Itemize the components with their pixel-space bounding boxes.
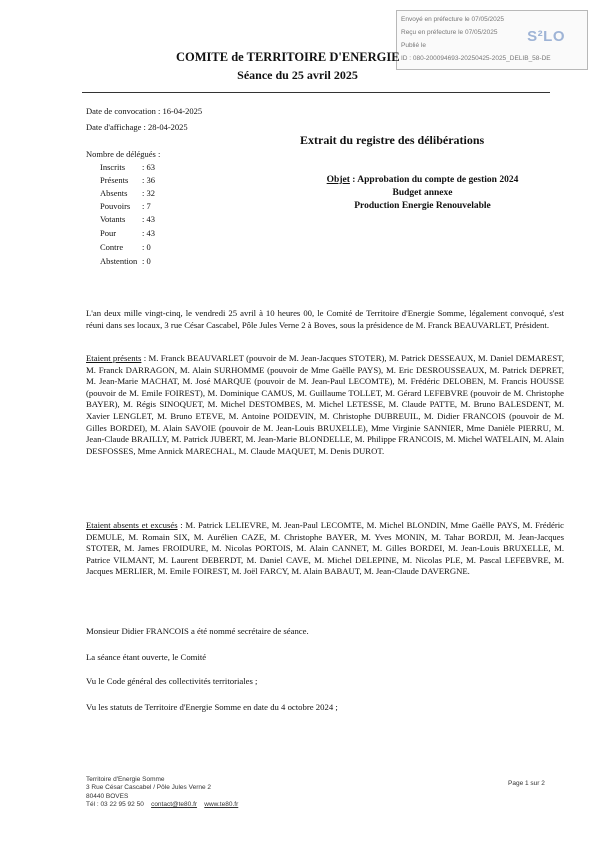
delegues-row [100,175,210,185]
footer-contact [86,801,238,809]
objet-text: : Approbation du compte de gestion 2024 [349,175,519,185]
objet-production: Production Energie Renouvelable [354,201,491,211]
secretaire-line: Monsieur Didier FRANCOIS a été nommé secrétaire de séance. [86,626,309,636]
footer-address [86,776,238,809]
delegues-label: Abstention [100,256,138,266]
extrait-heading: Extrait du registre des délibérations [300,133,485,147]
delegues-label: Pouvoirs [100,201,131,211]
delegues-value: : 63 [142,162,155,172]
presents-label: Etaient présents [86,353,142,363]
delegues-value: : 32 [142,188,155,198]
stamp-envoye: Envoyé en préfecture le 07/05/2025 [401,16,504,23]
delegues-label: Votants [100,214,126,224]
vu-code-line: Vu le Code général des collectivités territoriales ; [86,676,258,686]
objet-label: Objet [326,175,350,185]
delegues-row [100,188,210,198]
delegues-table [86,0,216,280]
absents-paragraph [86,520,564,578]
delegues-label: Absents [100,188,128,198]
session-date: Séance du 25 avril 2025 [237,68,358,82]
seance-ouverte-line: La séance étant ouverte, le Comité [86,652,207,662]
objet-budget: Budget annexe [392,188,453,198]
stamp-recu: Reçu en préfecture le 07/05/2025 [401,29,498,36]
document-title: COMITE de TERRITOIRE D'ENERGIE [176,50,400,64]
prefecture-stamp [396,10,588,70]
delegues-label: Inscrits [100,162,126,172]
footer-street: 3 Rue César Cascabel / Pôle Jules Verne 2 [86,784,212,792]
page-number: Page 1 sur 2 [508,780,545,787]
s2low-logo: S²LO [527,28,565,45]
footer-email-link[interactable]: contact@te80.fr [151,800,198,808]
delegues-value: : 0 [142,256,151,266]
intro-paragraph: L'an deux mille vingt-cinq, le vendredi 25 avril à 10 heures 00, le Comité de Territoire d'Energie Somme, légalement convoqué, s'est réuni dans ses locaux, 3 rue César Cascabel, Pôle Jules Verne 2 à Boves, sous la présidence de M. Franck BEAUVARLET, Président. [86,308,564,330]
delegues-value: : 36 [142,175,155,185]
delegues-value: : 0 [142,242,151,252]
absents-text: : M. Patrick LELIEVRE, M. Jean-Paul LECOMTE, M. Michel BLONDIN, Mme Gaëlle PAYS, M. Frédéric DEMULE, M. Romain SIX, M. Aurélien CAZE, M. Christophe BAYER, M. Yves MONIN, M. Tahar BORDJI, M. Jean-Jacques STOTER, M. James FROIDURE, M. Nicolas PORTOIS, M. Alain CANNET, M. Gilles BORDEI, M. Jean-Louis BRUXELLE, M. Patrice VILMANT, M. Laurent DEBERDT, M. Daniel CAVE, M. Michel DELEPINE, M. Nicolas PLE, M. Pascal LEFEBVRE, M. Jacques MERLIER, M. Emile FOIREST, M. Joël FARCY, M. Alain BABAUT, M. Jean-Claude DAVERGNE. [86,520,565,577]
footer-phone: Tél : 03 22 95 92 50 [86,800,144,808]
delegues-row [100,214,210,224]
delegues-value: : 43 [142,228,155,238]
delegues-heading: Nombre de délégués : [86,149,161,159]
delegues-value: : 43 [142,214,155,224]
absents-label: Etaient absents et excusés [86,520,178,530]
objet-line [300,175,545,185]
footer-website-link[interactable]: www.te80.fr [204,800,239,808]
delegues-label: Présents [100,175,129,185]
presents-paragraph [86,353,564,457]
delegues-row [100,201,210,211]
stamp-publie: Publié le [401,42,426,49]
delegues-label: Pour [100,228,117,238]
delegues-row [100,256,210,266]
delegues-label: Contre [100,242,124,252]
delegues-row [100,242,210,252]
stamp-id: ID : 080-200094693-20250425-2025_DELIB_58-DE [401,55,551,62]
convocation-date: Date de convocation : 16-04-2025 [86,106,203,116]
delegues-row [100,162,210,172]
footer-org: Territoire d'Energie Somme [86,776,165,783]
presents-text: : M. Franck BEAUVARLET (pouvoir de M. Jean-Jacques STOTER), M. Patrick DESSEAUX, M. Daniel DEMAREST, M. Franck DARRAGON, M. Alain SURHOMME (pouvoir de Mme Gaëlle PAYS), M. Eric DESROUSSEAUX, M. Patrick DEPRET, M. Jean-Marie MACHAT, M. José MARQUE (pouvoir de M. Jean-Paul LECOMTE), M. Frédéric DELOBEN, M. Francis HOUSSE (pouvoir de M. Emile FOIREST), M. Dominique CAMUS, M. Guillaume TOLLET, M. Gérard LEFEBVRE (pouvoir de M. Christophe BAYER), M. Régis SINOQUET, M. Michel DESTOMBES, M. Michel LETESSE, M. Claude PATTE, M. Bruno BALESDENT, M. Xavier LENGLET, M. Bruno ETEVE, M. Antoine POIDEVIN, M. Christophe DUBREUIL, M. Didier FRANCOIS (pouvoir de M. Gilles BORDEI), M. Alain SAVOIE (pouvoir de M. Jean-Louis BRUXELLE), Mme Virginie SANNIER, Mme Danièle PIERRU, M. Jean-Claude BRAILLY, M. Patrick JUBERT, M. Jean-Marie BLONDELLE, M. Philippe FRANCOIS, M. Michel WATELAIN, M. Alain DESFOSSES, Mme Annick MARECHAL, M. Claude MAQUET, M. Denis DUROT. [86,353,564,456]
vu-statuts-line: Vu les statuts de Territoire d'Energie Somme en date du 4 octobre 2024 ; [86,702,338,712]
delegues-value: : 7 [142,201,151,211]
delegues-row [100,228,210,238]
footer-city: 80440 BOVES [86,792,129,800]
affichage-date: Date d'affichage : 28-04-2025 [86,122,188,132]
